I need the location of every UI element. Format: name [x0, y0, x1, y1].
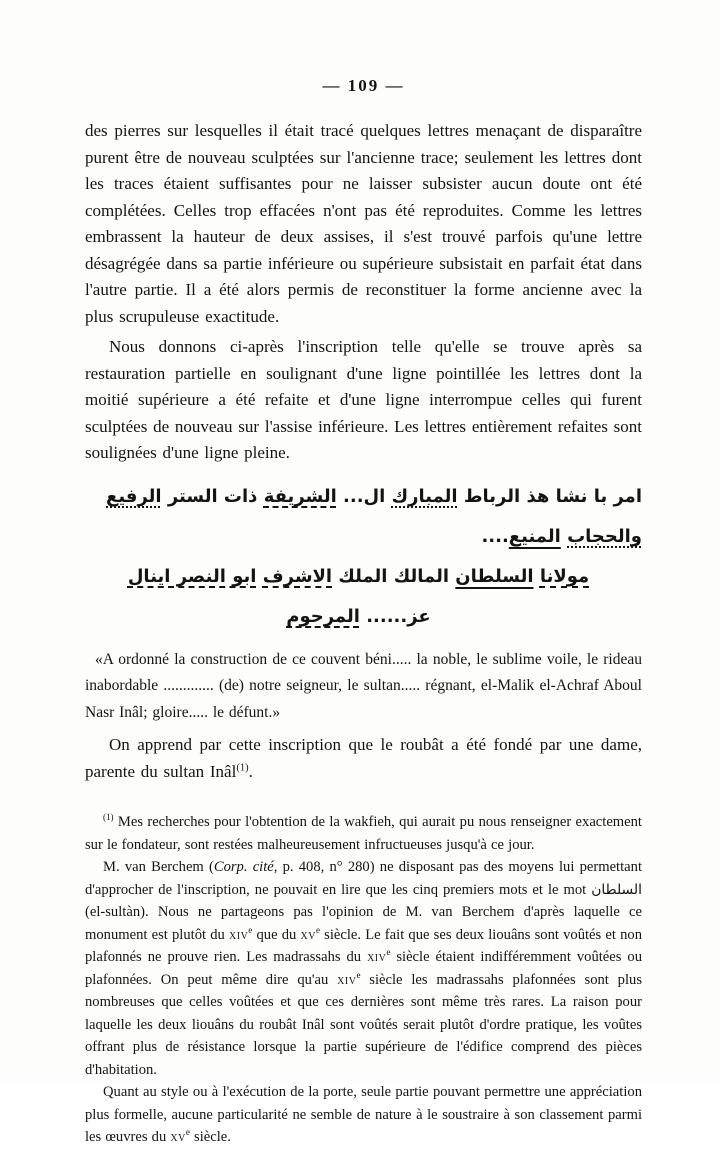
text-segment: , p. 408, n° 280) ne disposant pas des moyens lui permettant d'approcher de l'inscription, ne pouvait en lire que les cinq premiers mots et le mot — [85, 859, 642, 898]
text-segment: xiv — [337, 971, 357, 988]
text-segment: عز...... — [366, 605, 431, 627]
text-segment: e — [356, 969, 361, 980]
footnote-block — [85, 811, 642, 1149]
text-segment: xv — [300, 926, 316, 943]
text-segment: الرفيع — [106, 485, 162, 507]
text-segment: xiv — [229, 926, 249, 943]
text-segment: (1) — [103, 812, 114, 823]
paragraph-restoration-description: des pierres sur lesquelles il était tracé quelques lettres menaçant de disparaître purent être de nouveau sculptées sur l'ancienne trace; seulement les lettres dont les traces étaient suffisantes pour ne laisser subsister aucun doute ont été complétées. Celles trop effacées n'ont pas été reproduites. Comme les lettres embrassent la hauteur de deux assises, il s'est trouvé parfois qu'une lettre désagrégée dans sa partie inférieure ou supérieure subsistait en parfait état dans l'autre partie. Il a été alors permis de reconstituer la forme ancienne avec la plus scrupuleuse exactitude. — [85, 121, 642, 326]
text-segment: السلطان — [455, 565, 534, 587]
text-segment: السلطان — [591, 881, 642, 898]
text-segment: e — [185, 1127, 190, 1138]
text-segment: Corp. cité — [213, 859, 274, 875]
text-segment: Quant au style ou à l'exécution de la porte, seule partie pouvant permettre une appréciation plus formelle, aucune particularité ne semble de nature à le soustraire à son classement parmi les œuvres du — [85, 1084, 642, 1145]
text-segment: المرحوم — [286, 605, 360, 627]
text-segment: المالك الملك — [332, 565, 456, 587]
text-segment: xv — [170, 1129, 186, 1145]
text-segment: que du — [252, 926, 301, 943]
inscription-french-translation: «A ordonné la construction de ce couvent béni..... la noble, le sublime voile, le rideau inabordable ............. (de) notre seigneur, le sultan..... régnant, el-Malik el-Achraf Aboul Nasr Inâl; gloire..... le défunt.» — [85, 650, 642, 721]
arabic-inscription-line-2 — [85, 557, 642, 637]
text-segment: Mes recherches pour l'obtention de la wakfieh, qui aurait pu nous renseigner exactement sur le fondateur, sont restées malheureusement infructueuses jusqu'à ce jour. — [85, 814, 642, 853]
text-segment: الشريفة — [263, 485, 337, 507]
text-segment: (el-sultàn). Nous ne partageons pas l'opinion de M. van Berchem d'après laquelle ce monument est plutôt du — [85, 904, 642, 943]
text-segment: مولانا — [539, 565, 590, 587]
arabic-inscription-line-1 — [85, 477, 642, 557]
text-segment: On apprend par cette inscription que le roubât a été fondé par une dame, parente du sultan Inâl — [85, 735, 642, 781]
text-segment: siècle les madrassahs plafonnées sont plus nombreuses que celles voûtées et que ces dernières sont même très rares. La raison pour laquelle les deux liouâns du roubât Inâl sont voûtés serait plutôt d'ordre pratique, les voûtes offrant plus de résistance lorsque la partie supérieure de l'édifice comprend des pièces d'habitation. — [85, 971, 643, 1078]
text-segment: ذات الستر — [161, 485, 264, 507]
page-number-header: — 109 — — [322, 76, 405, 95]
text-segment: المبارك — [391, 485, 458, 507]
text-segment: . — [248, 761, 253, 781]
text-segment: xiv — [367, 949, 387, 965]
text-segment: M. van Berchem ( — [103, 859, 214, 875]
text-segment: e — [386, 947, 391, 958]
text-segment: ال... — [336, 485, 392, 507]
page-content — [85, 76, 642, 1149]
text-segment: .... — [481, 525, 509, 547]
text-segment: siècle étaient indifféremment voûtées ou plafonnées. On peut même dire qu'au — [85, 949, 642, 988]
text-segment: siècle. — [189, 1129, 231, 1145]
footnote-1-van-berchem-discussion — [85, 856, 642, 1081]
footnote-1-style-conclusion — [85, 1081, 642, 1149]
text-segment: (1) — [236, 761, 249, 773]
text-segment: المنيع — [508, 525, 561, 547]
text-segment: ابو النصر اينال — [127, 565, 257, 587]
text-segment: siècle. Le fait que ses deux liouâns sont voûtés et non plafonnés ne prouve rien. Les madrassahs du — [85, 926, 642, 965]
text-segment: الاشرف — [262, 565, 333, 587]
text-segment: e — [248, 924, 253, 935]
paragraph-inscription-notation: Nous donnons ci-après l'inscription telle qu'elle se trouve après sa restauration partielle en soulignant d'une ligne pointillée les lettres dont la moitié supérieure a été refaite et d'une ligne interrompue celles qui furent sculptées de nouveau sur l'assise inférieure. Les lettres entièrement refaites sont soulignées d'une ligne pleine. — [85, 337, 642, 462]
footnote-1-research — [85, 811, 642, 856]
text-segment: والحجاب — [567, 525, 642, 547]
text-segment: امر با نشا هذ الرباط — [457, 485, 642, 507]
text-segment: e — [315, 924, 320, 935]
paragraph-conclusion-foundation — [85, 732, 642, 785]
